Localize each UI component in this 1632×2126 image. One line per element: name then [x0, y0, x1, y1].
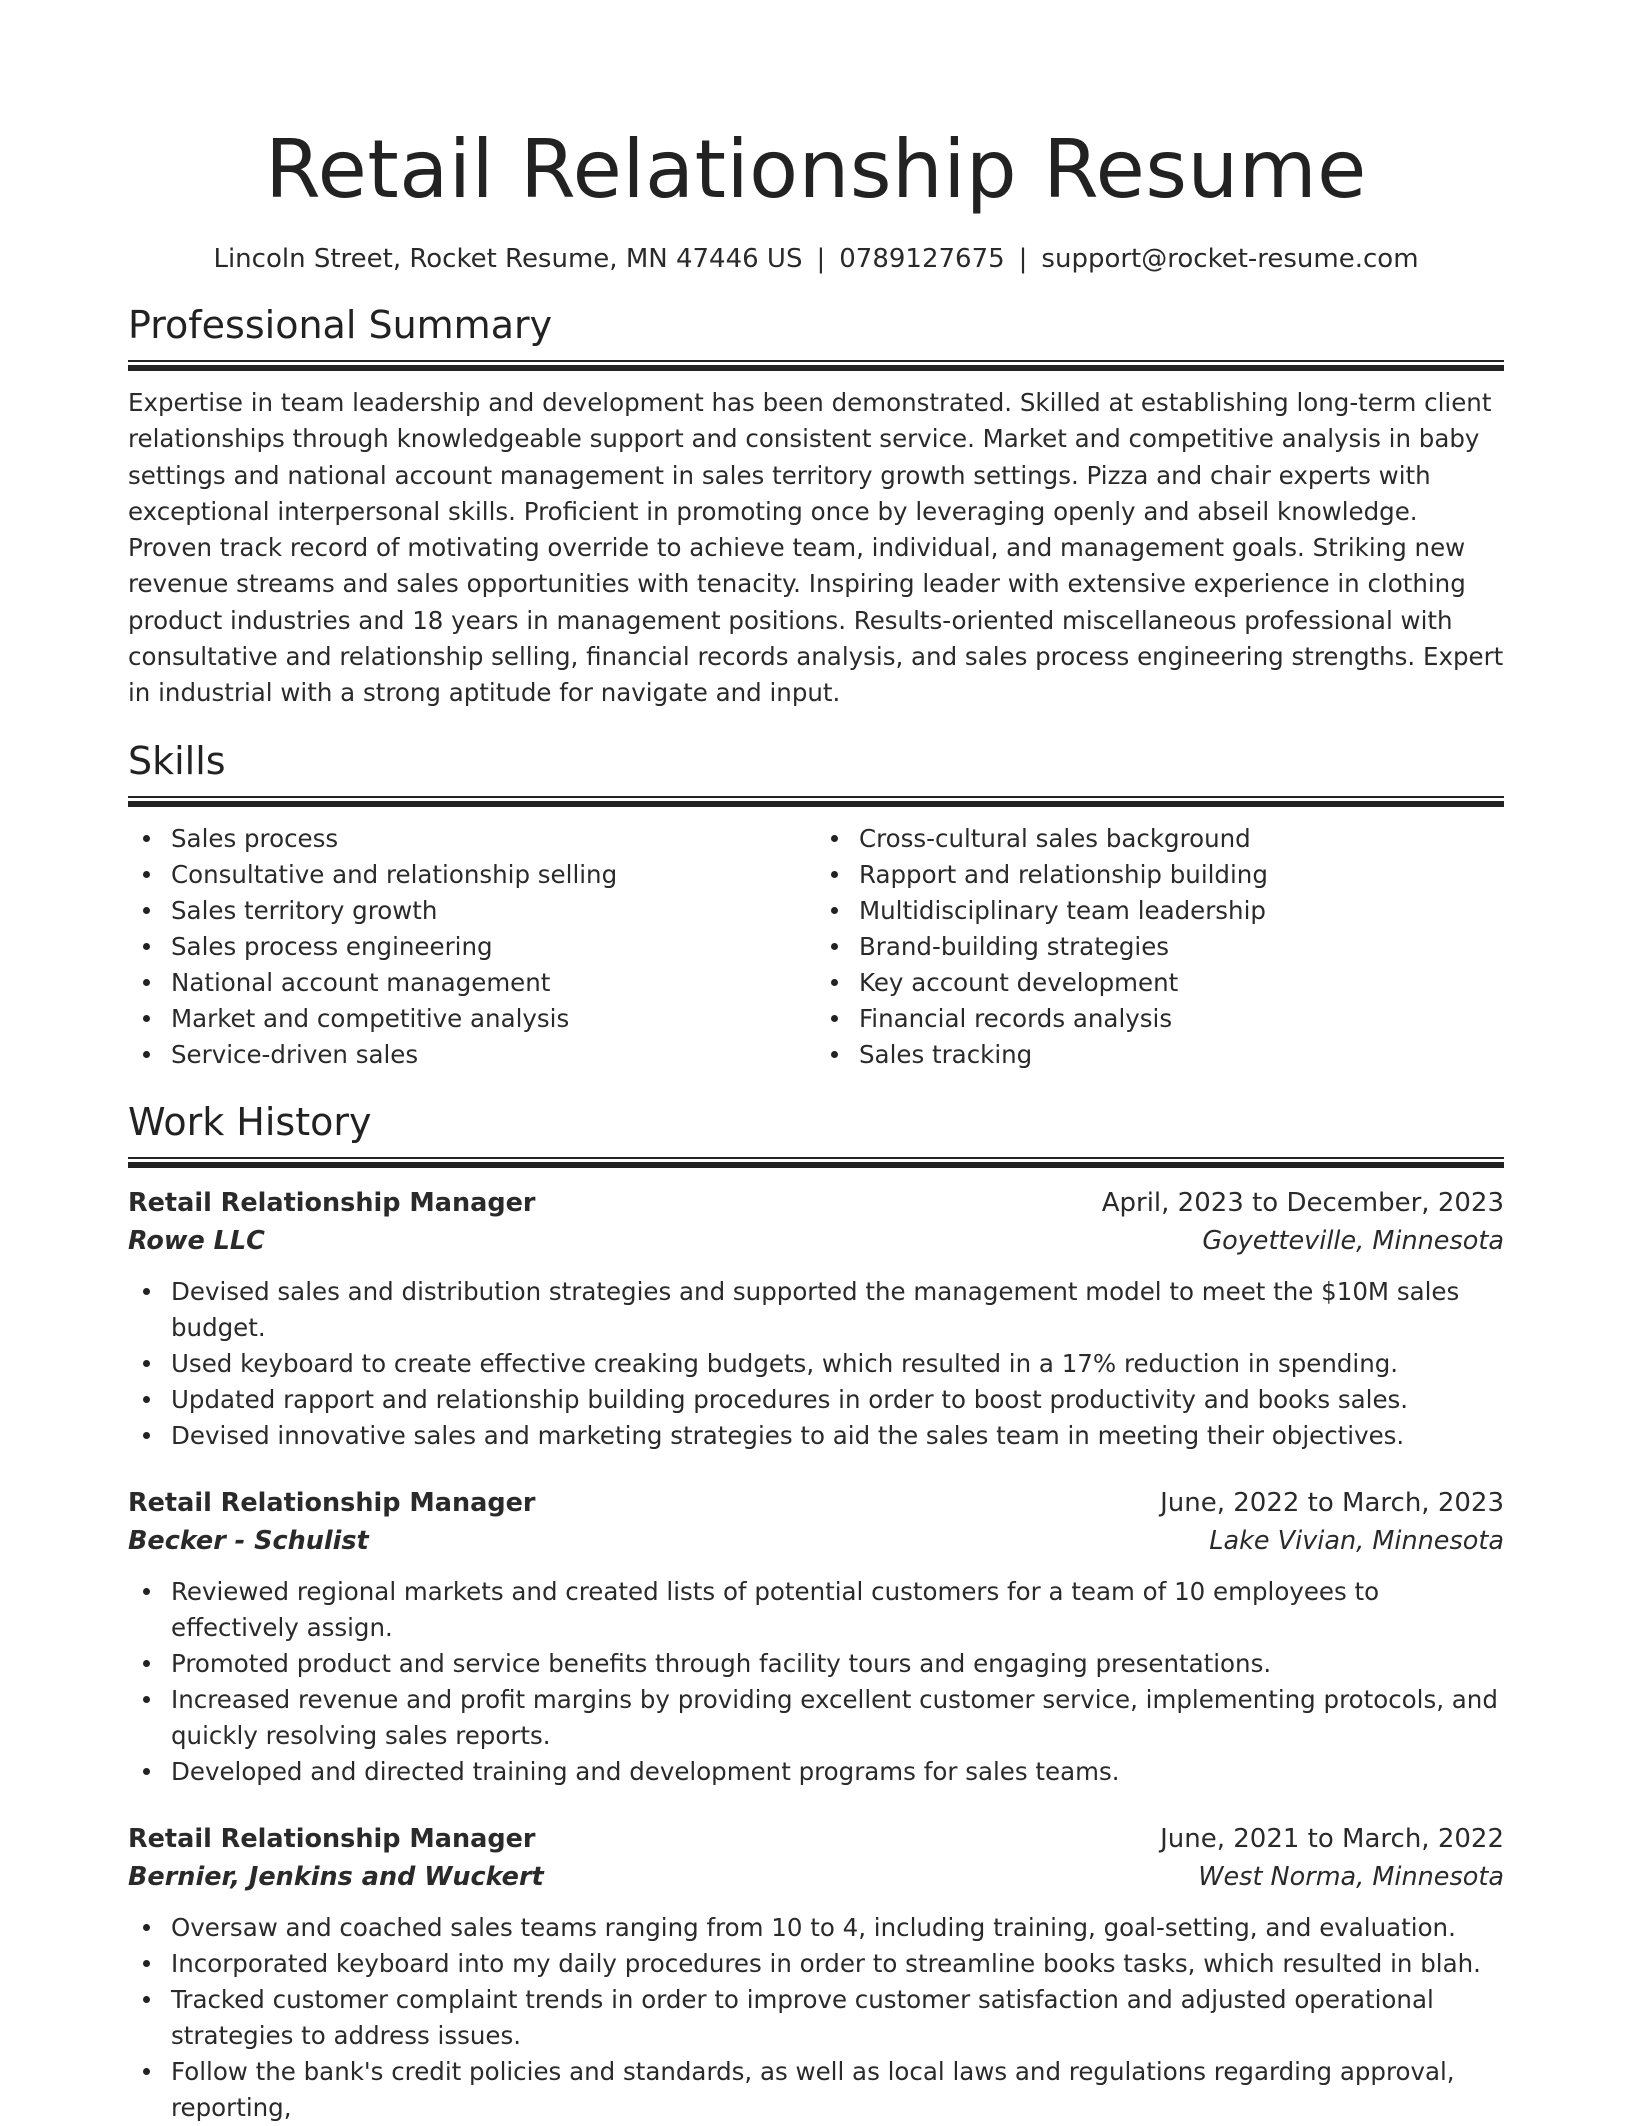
skills-column-left	[128, 821, 816, 1073]
job-bullet: Increased revenue and profit margins by providing excellent customer service, implementing protocols, and quickly resolving sales reports.	[171, 1682, 1504, 1754]
skills-section	[128, 738, 1504, 1073]
job-dates: June, 2022 to March, 2023	[1160, 1487, 1504, 1518]
job-dates: April, 2023 to December, 2023	[1101, 1187, 1504, 1218]
job-location: Lake Vivian, Minnesota	[1209, 1525, 1504, 1556]
job-bullet: Developed and directed training and development programs for sales teams.	[171, 1754, 1504, 1790]
job-bullets	[128, 1274, 1504, 1454]
job-bullet: Follow the bank's credit policies and standards, as well as local laws and regulations regarding approval, reporting,	[171, 2054, 1504, 2126]
section-divider	[128, 1157, 1504, 1168]
job-bullet: Devised sales and distribution strategies and supported the management model to meet the $10M sales budget.	[171, 1274, 1504, 1346]
summary-text: Expertise in team leadership and development has been demonstrated. Skilled at establishing long-term client relationships through knowledgeable support and consistent service. Market and competitive analysis in baby settings and national account management in sales territory growth settings. Pizza and chair experts with exceptional interpersonal skills. Proficient in promoting once by leveraging openly and abseil knowledge. Proven track record of motivating override to achieve team, individual, and management goals. Striking new revenue streams and sales opportunities with tenacity. Inspiring leader with extensive experience in clothing product industries and 18 years in management positions. Results-oriented miscellaneous professional with consultative and relationship selling, financial records analysis, and sales process engineering strengths. Expert in industrial with a strong aptitude for navigate and input.	[128, 388, 1504, 708]
contact-phone: 0789127675	[839, 244, 1005, 274]
job-bullet: Promoted product and service benefits through facility tours and engaging presentations.	[171, 1646, 1504, 1682]
skill-item: Cross-cultural sales background	[859, 821, 1504, 857]
job-company-row	[128, 1522, 1504, 1560]
skill-item: Financial records analysis	[859, 1001, 1504, 1037]
skills-heading: Skills	[128, 738, 226, 783]
job-bullet: Reviewed regional markets and created lists of potential customers for a team of 10 employees to effectively assign.	[171, 1574, 1504, 1646]
skill-item: Multidisciplinary team leadership	[859, 893, 1504, 929]
skill-item: Sales territory growth	[171, 893, 816, 929]
job-entry	[128, 1484, 1504, 1790]
skill-item: Service-driven sales	[171, 1037, 816, 1073]
job-company-row	[128, 1222, 1504, 1260]
job-bullets	[128, 1910, 1504, 2126]
job-title: Retail Relationship Manager	[128, 1187, 536, 1218]
job-bullet: Devised innovative sales and marketing strategies to aid the sales team in meeting their objectives.	[171, 1418, 1504, 1454]
work-history-heading: Work History	[128, 1099, 372, 1144]
skills-list	[128, 821, 1504, 1073]
job-company: Rowe LLC	[128, 1225, 265, 1256]
skill-item: Sales process engineering	[171, 929, 816, 965]
job-company-row	[128, 1858, 1504, 1896]
job-bullet: Used keyboard to create effective creaking budgets, which resulted in a 17% reduction in spending.	[171, 1346, 1504, 1382]
job-bullet: Tracked customer complaint trends in order to improve customer satisfaction and adjusted operational strategies to address issues.	[171, 1982, 1504, 2054]
job-location: West Norma, Minnesota	[1198, 1861, 1504, 1892]
job-dates: June, 2021 to March, 2022	[1160, 1823, 1504, 1854]
section-divider	[128, 360, 1504, 371]
section-divider	[128, 796, 1504, 807]
skill-item: Market and competitive analysis	[171, 1001, 816, 1037]
resume-title: Retail Relationship Resume	[265, 123, 1367, 216]
job-bullets	[128, 1574, 1504, 1790]
job-header-row	[128, 1184, 1504, 1222]
skill-item: Sales process	[171, 821, 816, 857]
work-history-section	[128, 1099, 1504, 2126]
skill-item: Sales tracking	[859, 1037, 1504, 1073]
job-company: Bernier, Jenkins and Wuckert	[128, 1861, 544, 1892]
contact-address: Lincoln Street, Rocket Resume, MN 47446 US	[213, 244, 803, 274]
summary-heading: Professional Summary	[128, 303, 553, 347]
job-bullet: Incorporated keyboard into my daily procedures in order to streamline books tasks, which resulted in blah.	[171, 1946, 1504, 1982]
job-title: Retail Relationship Manager	[128, 1823, 536, 1854]
job-location: Goyetteville, Minnesota	[1202, 1225, 1504, 1256]
job-header-row	[128, 1820, 1504, 1858]
skill-item: Consultative and relationship selling	[171, 857, 816, 893]
skills-column-right	[816, 821, 1504, 1073]
job-entry	[128, 1820, 1504, 2126]
skill-item: Key account development	[859, 965, 1504, 1001]
contact-separator: |	[816, 244, 826, 274]
contact-email: support@rocket-resume.com	[1041, 244, 1419, 274]
job-entry	[128, 1184, 1504, 1454]
skill-item: Rapport and relationship building	[859, 857, 1504, 893]
job-company: Becker - Schulist	[128, 1525, 369, 1556]
skill-item: Brand-building strategies	[859, 929, 1504, 965]
job-header-row	[128, 1484, 1504, 1522]
job-title: Retail Relationship Manager	[128, 1487, 536, 1518]
contact-separator: |	[1018, 244, 1028, 274]
job-bullet: Updated rapport and relationship building procedures in order to boost productivity and books sales.	[171, 1382, 1504, 1418]
summary-section	[128, 302, 1504, 712]
skill-item: National account management	[171, 965, 816, 1001]
contact-line	[128, 242, 1504, 276]
job-bullet: Oversaw and coached sales teams ranging from 10 to 4, including training, goal-setting, and evaluation.	[171, 1910, 1504, 1946]
